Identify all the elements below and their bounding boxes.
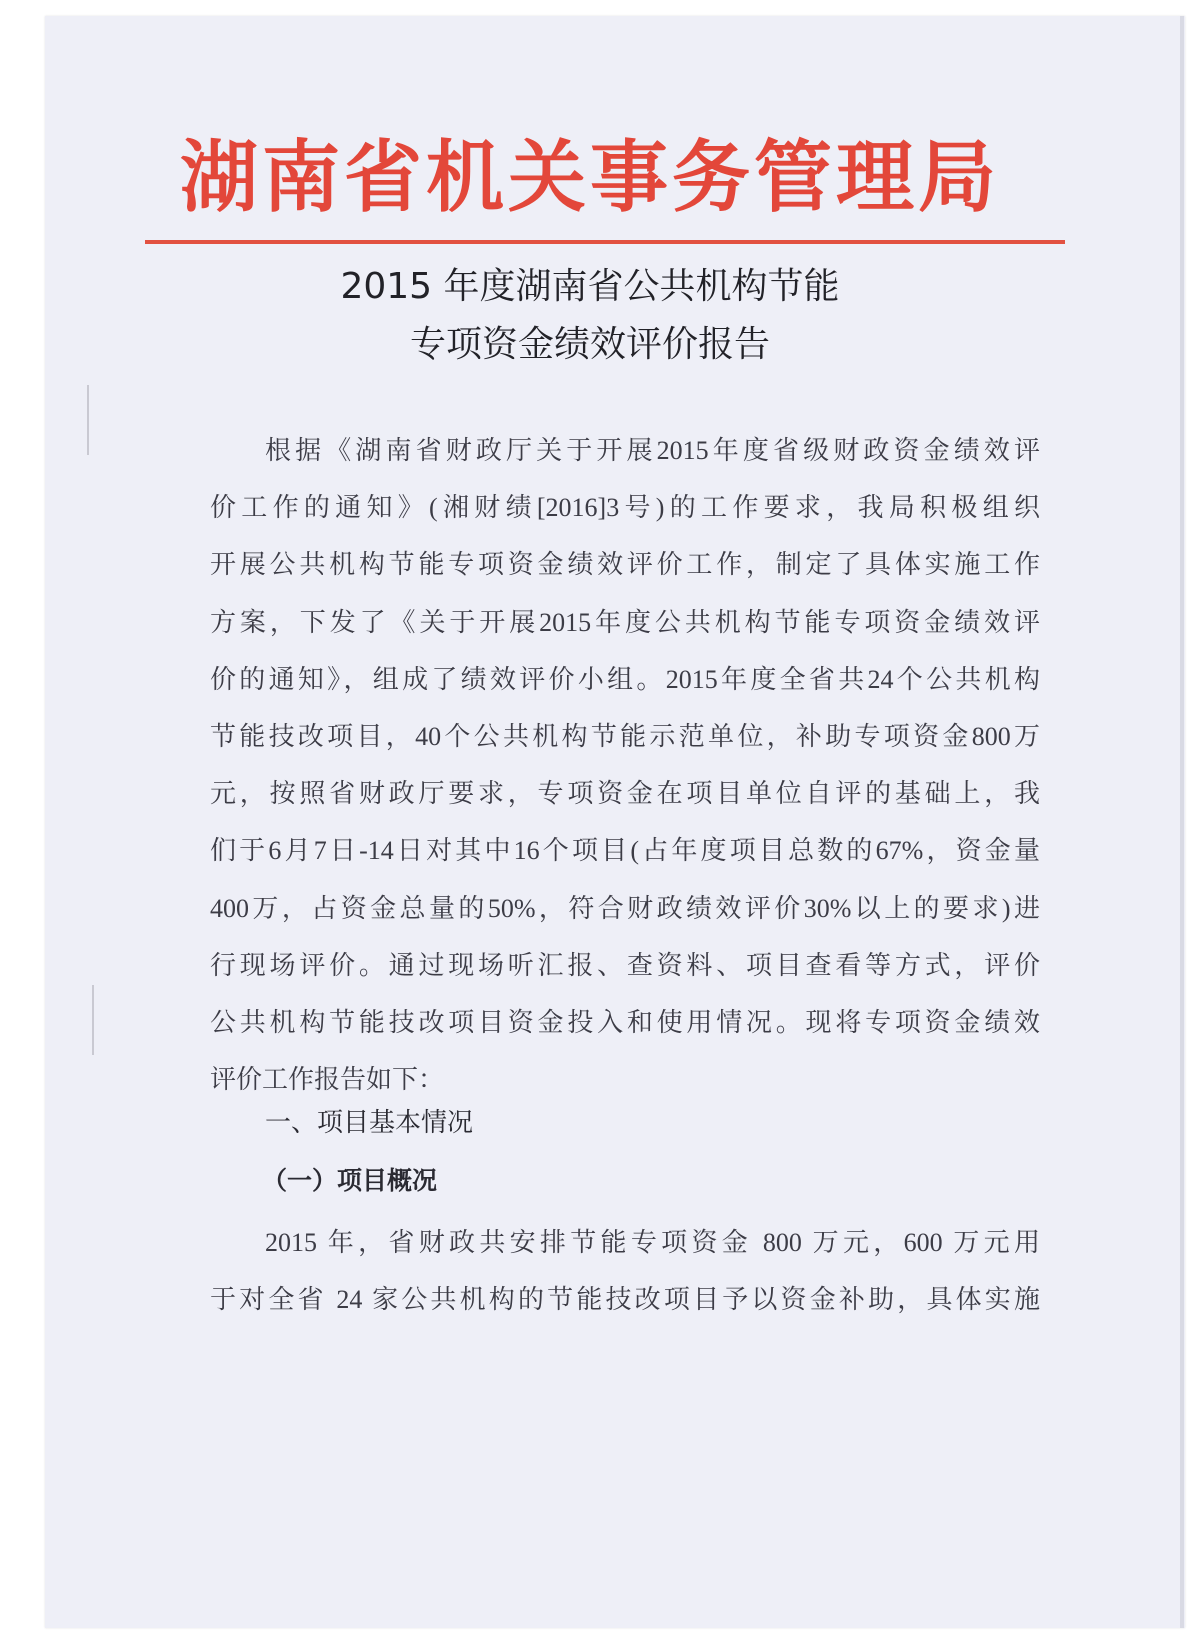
paragraph-line: 开展公共机构节能专项资金绩效评价工作，制定了具体实施工作 [210, 550, 1040, 580]
subsection-heading: （一）项目概况 [262, 1166, 438, 1195]
paragraph-line: 元，按照省财政厅要求，专项资金在项目单位自评的基础上，我 [210, 779, 1040, 809]
binding-mark [87, 385, 89, 455]
binding-mark [92, 985, 94, 1055]
title-line-2: 专项资金绩效评价报告 [409, 324, 770, 365]
paragraph-line: 评价工作报告如下： [210, 1065, 445, 1095]
paragraph-line: 400万，占资金总量的50%，符合财政绩效评价30%以上的要求)进 [210, 893, 1040, 923]
document-title [140, 258, 1040, 374]
paragraph-line: 方案，下发了《关于开展2015年度公共机构节能专项资金绩效评 [210, 607, 1040, 637]
paragraph-line: 公共机构节能技改项目资金投入和使用情况。现将专项资金绩效 [210, 1007, 1040, 1037]
masthead-red-rule [145, 240, 1065, 244]
paragraph-line: 价工作的通知》(湘财绩[2016]3号)的工作要求，我局积极组织 [210, 493, 1040, 523]
page-edge [1180, 16, 1184, 1628]
paragraph-line: 价的通知》，组成了绩效评价小组。2015年度全省共24个公共机构 [210, 664, 1040, 694]
paragraph-line: 们于6月7日-14日对其中16个项目(占年度项目总数的67%，资金量 [210, 836, 1040, 866]
issuer-masthead: 湖南省机关事务管理局 [179, 132, 1000, 223]
paragraph-intro [210, 422, 1040, 1108]
paragraph-line: 节能技改项目，40个公共机构节能示范单位，补助专项资金800万 [210, 721, 1040, 751]
paragraph-line: 于对全省 24 家公共机构的节能技改项目予以资金补助，具体实施 [210, 1285, 1040, 1315]
paragraph-overview [210, 1214, 1040, 1328]
paragraph-line: 根据《湖南省财政厅关于开展2015年度省级财政资金绩效评 [265, 436, 1040, 465]
paragraph-line: 行现场评价。通过现场听汇报、查资料、项目查看等方式，评价 [210, 950, 1040, 980]
paragraph-line: 2015 年，省财政共安排节能专项资金 800 万元，600 万元用 [265, 1228, 1040, 1257]
section-heading: 一、项目基本情况 [265, 1108, 474, 1138]
title-line-1: 2015 年度湖南省公共机构节能 [340, 266, 840, 307]
